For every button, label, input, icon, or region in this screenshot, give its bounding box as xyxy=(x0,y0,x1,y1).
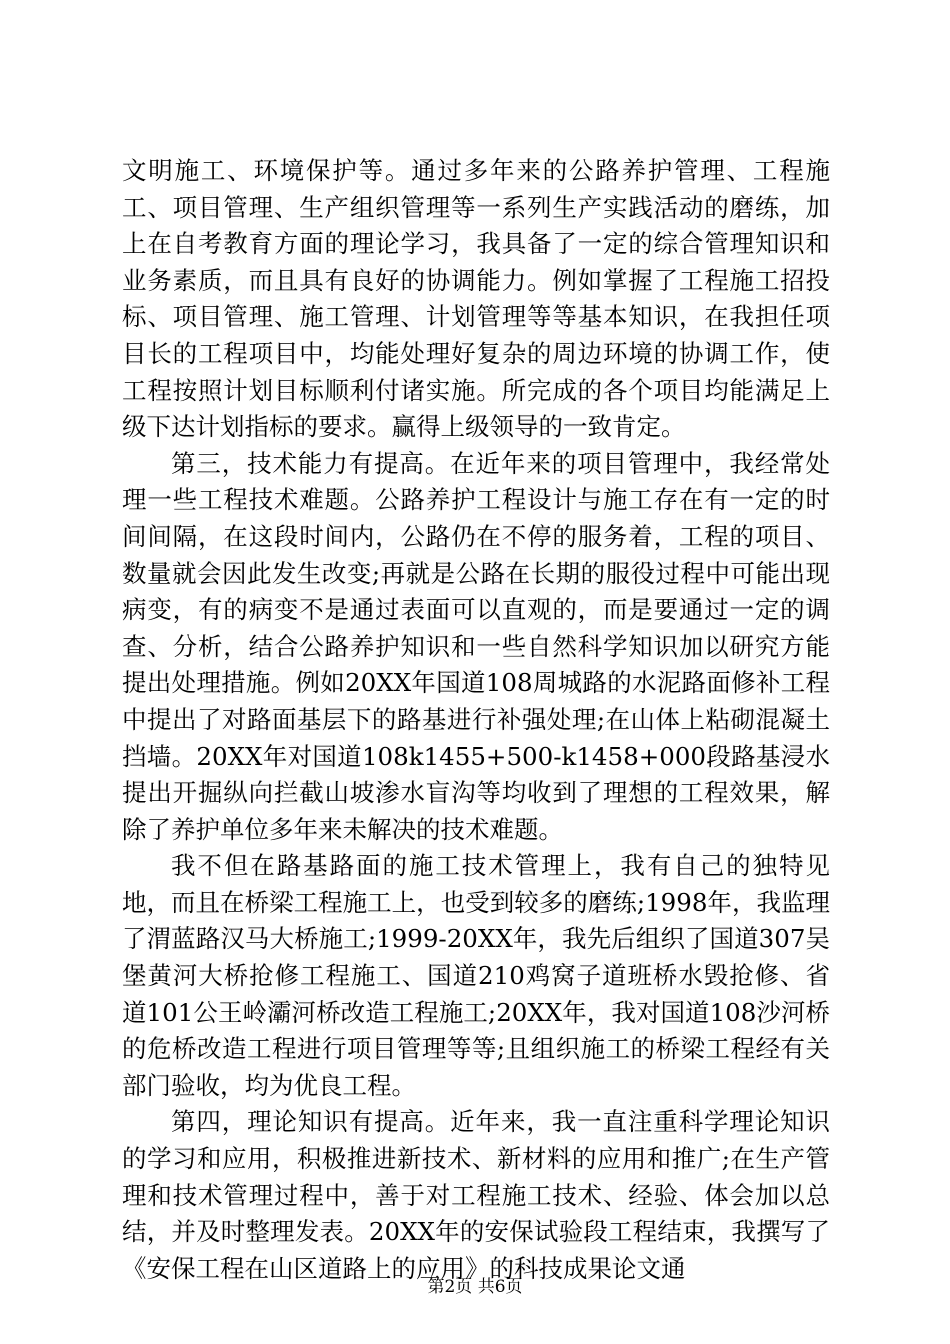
paragraph-3: 我不但在路基路面的施工技术管理上，我有自己的独特见地，而且在桥梁工程施工上，也受到较多的磨练;1998年，我监理了渭蓝路汉马大桥施工;1999-20XX年，我先后组织了国道307吴堡黄河大桥抢修工程施工、国道210鸡窝子道班桥水毁抢修、省道101公王岭灞河桥改造工程施工;20XX年，我对国道108沙河桥的危桥改造工程进行项目管理等等;且组织施工的桥梁工程经有关部门验收，均为优良工程。 xyxy=(122,851,830,1100)
paragraph-1: 文明施工、环境保护等。通过多年来的公路养护管理、工程施工、项目管理、生产组织管理等一系列生产实践活动的磨练，加上在自考教育方面的理论学习，我具备了一定的综合管理知识和业务素质，而且具有良好的协调能力。例如掌握了工程施工招投标、项目管理、施工管理、计划管理等等基本知识，在我担任项目长的工程项目中，均能处理好复杂的周边环境的协调工作，使工程按照计划目标顺利付诸实施。所完成的各个项目均能满足上级下达计划指标的要求。赢得上级领导的一致肯定。 xyxy=(122,156,830,442)
page-number: 第2页 共6页 xyxy=(427,1277,523,1297)
page-footer xyxy=(0,1275,950,1299)
document-body xyxy=(122,153,830,1287)
paragraph-4: 第四，理论知识有提高。近年来，我一直注重科学理论知识的学习和应用，积极推进新技术、新材料的应用和推广;在生产管理和技术管理过程中，善于对工程施工技术、经验、体会加以总结，并及时整理发表。20XX年的安保试验段工程结束，我撰写了《安保工程在山区道路上的应用》的科技成果论文通 xyxy=(122,1107,830,1283)
paragraph-2: 第三，技术能力有提高。在近年来的项目管理中，我经常处理一些工程技术难题。公路养护工程设计与施工存在有一定的时间间隔，在这段时间内，公路仍在不停的服务着，工程的项目、数量就会因此发生改变;再就是公路在长期的服役过程中可能出现病变，有的病变不是通过表面可以直观的，而是要通过一定的调查、分析，结合公路养护知识和一些自然科学知识加以研究方能提出处理措施。例如20XX年国道108周城路的水泥路面修补工程中提出了对路面基层下的路基进行补强处理;在山体上粘砌混凝土挡墙。20XX年对国道108k1455+500-k1458+000段路基浸水提出开掘纵向拦截山坡渗水盲沟等均收到了理想的工程效果，解除了养护单位多年来未解决的技术难题。 xyxy=(122,448,830,844)
